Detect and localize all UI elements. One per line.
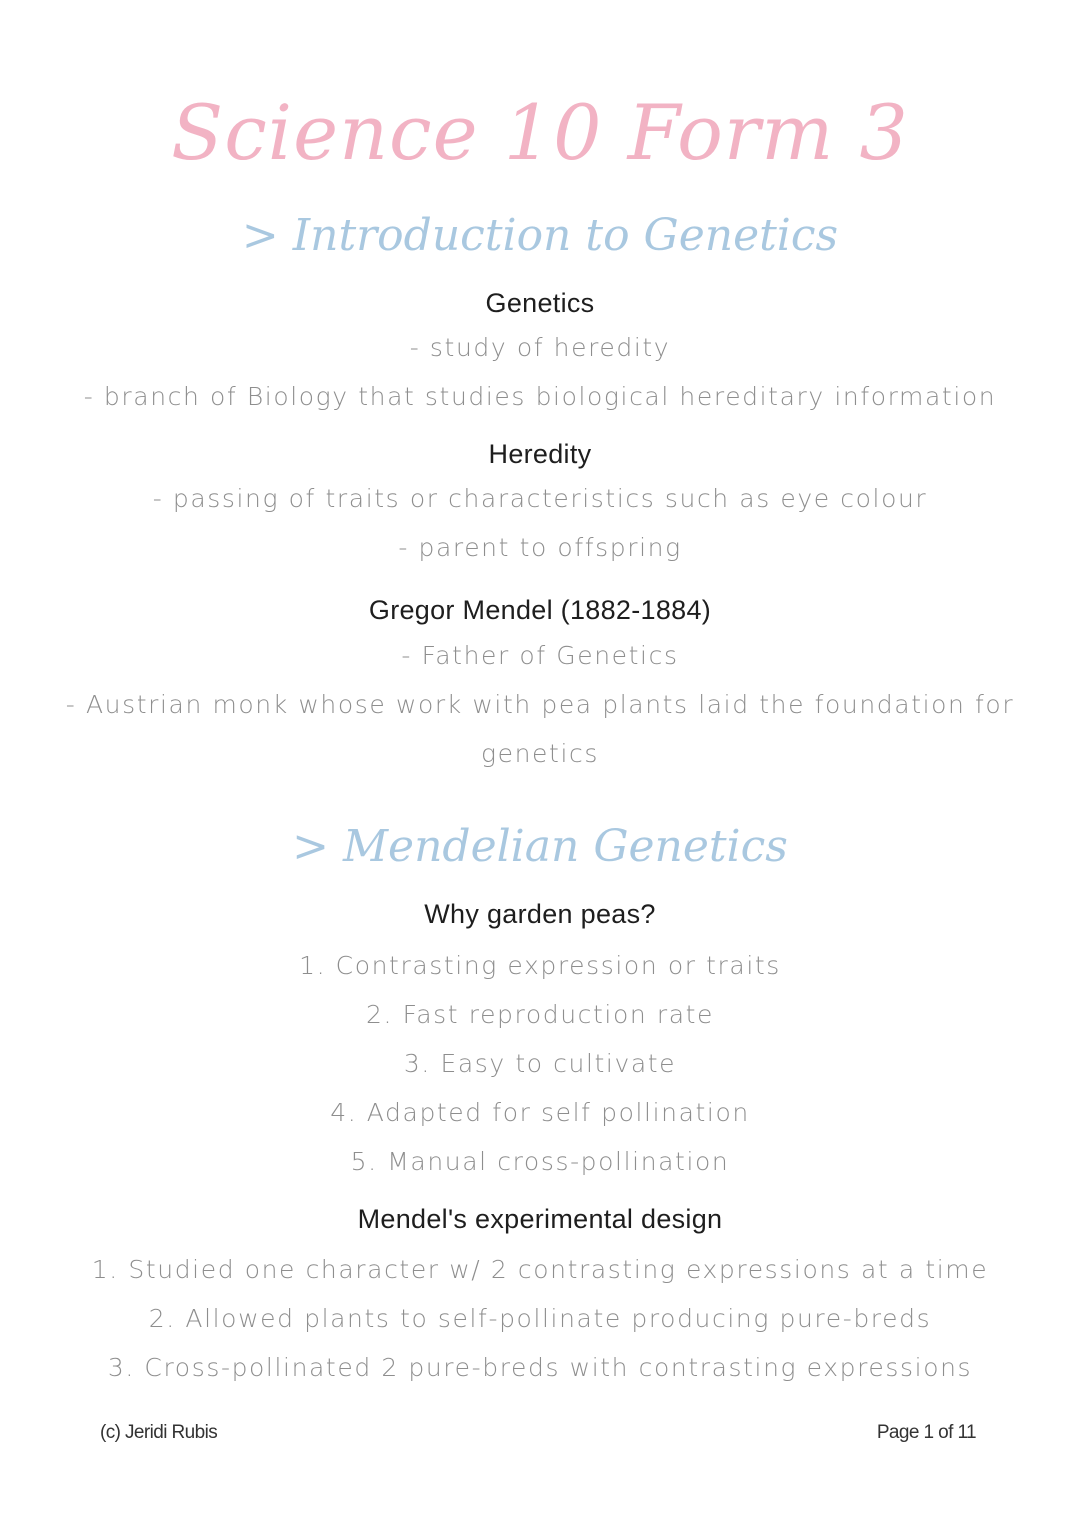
list-item: 3. Easy to cultivate (403, 1049, 677, 1078)
text-line: genetics (481, 739, 599, 768)
heading-gregor-mendel: Gregor Mendel (1882-1884) (368, 595, 712, 625)
text-line: - study of heredity (409, 333, 671, 362)
heading-experimental-design: Mendel's experimental design (357, 1204, 723, 1234)
text-line: - Austrian monk whose work with pea plants laid the foundation for (65, 690, 1015, 719)
section-title-mendelian: > Mendelian Genetics (292, 821, 788, 872)
footer-page-number: Page 1 of 11 (876, 1422, 976, 1443)
list-item: 5. Manual cross-pollination (350, 1147, 730, 1176)
text-line: - parent to offspring (398, 533, 682, 562)
heading-genetics: Genetics (485, 288, 595, 318)
list-item: 1. Studied one character w/ 2 contrasting expressions at a time (91, 1255, 989, 1284)
page-title: Science 10 Form 3 (171, 88, 909, 177)
text-line: - Father of Genetics (401, 641, 679, 670)
list-item: 2. Allowed plants to self-pollinate producing pure-breds (148, 1304, 932, 1333)
list-item: 3. Cross-pollinated 2 pure-breds with contrasting expressions (107, 1353, 973, 1382)
heading-heredity: Heredity (488, 439, 592, 469)
heading-why-garden-peas: Why garden peas? (424, 899, 656, 929)
list-item: 1. Contrasting expression or traits (299, 951, 781, 980)
text-line: - passing of traits or characteristics such as eye colour (152, 484, 928, 513)
list-item: 2. Fast reproduction rate (365, 1000, 715, 1029)
section-title-intro: > Introduction to Genetics (241, 210, 839, 261)
footer-copyright: (c) Jeridi Rubis (100, 1422, 218, 1443)
list-item: 4. Adapted for self pollination (330, 1098, 750, 1127)
text-line: - branch of Biology that studies biological hereditary information (83, 382, 997, 411)
